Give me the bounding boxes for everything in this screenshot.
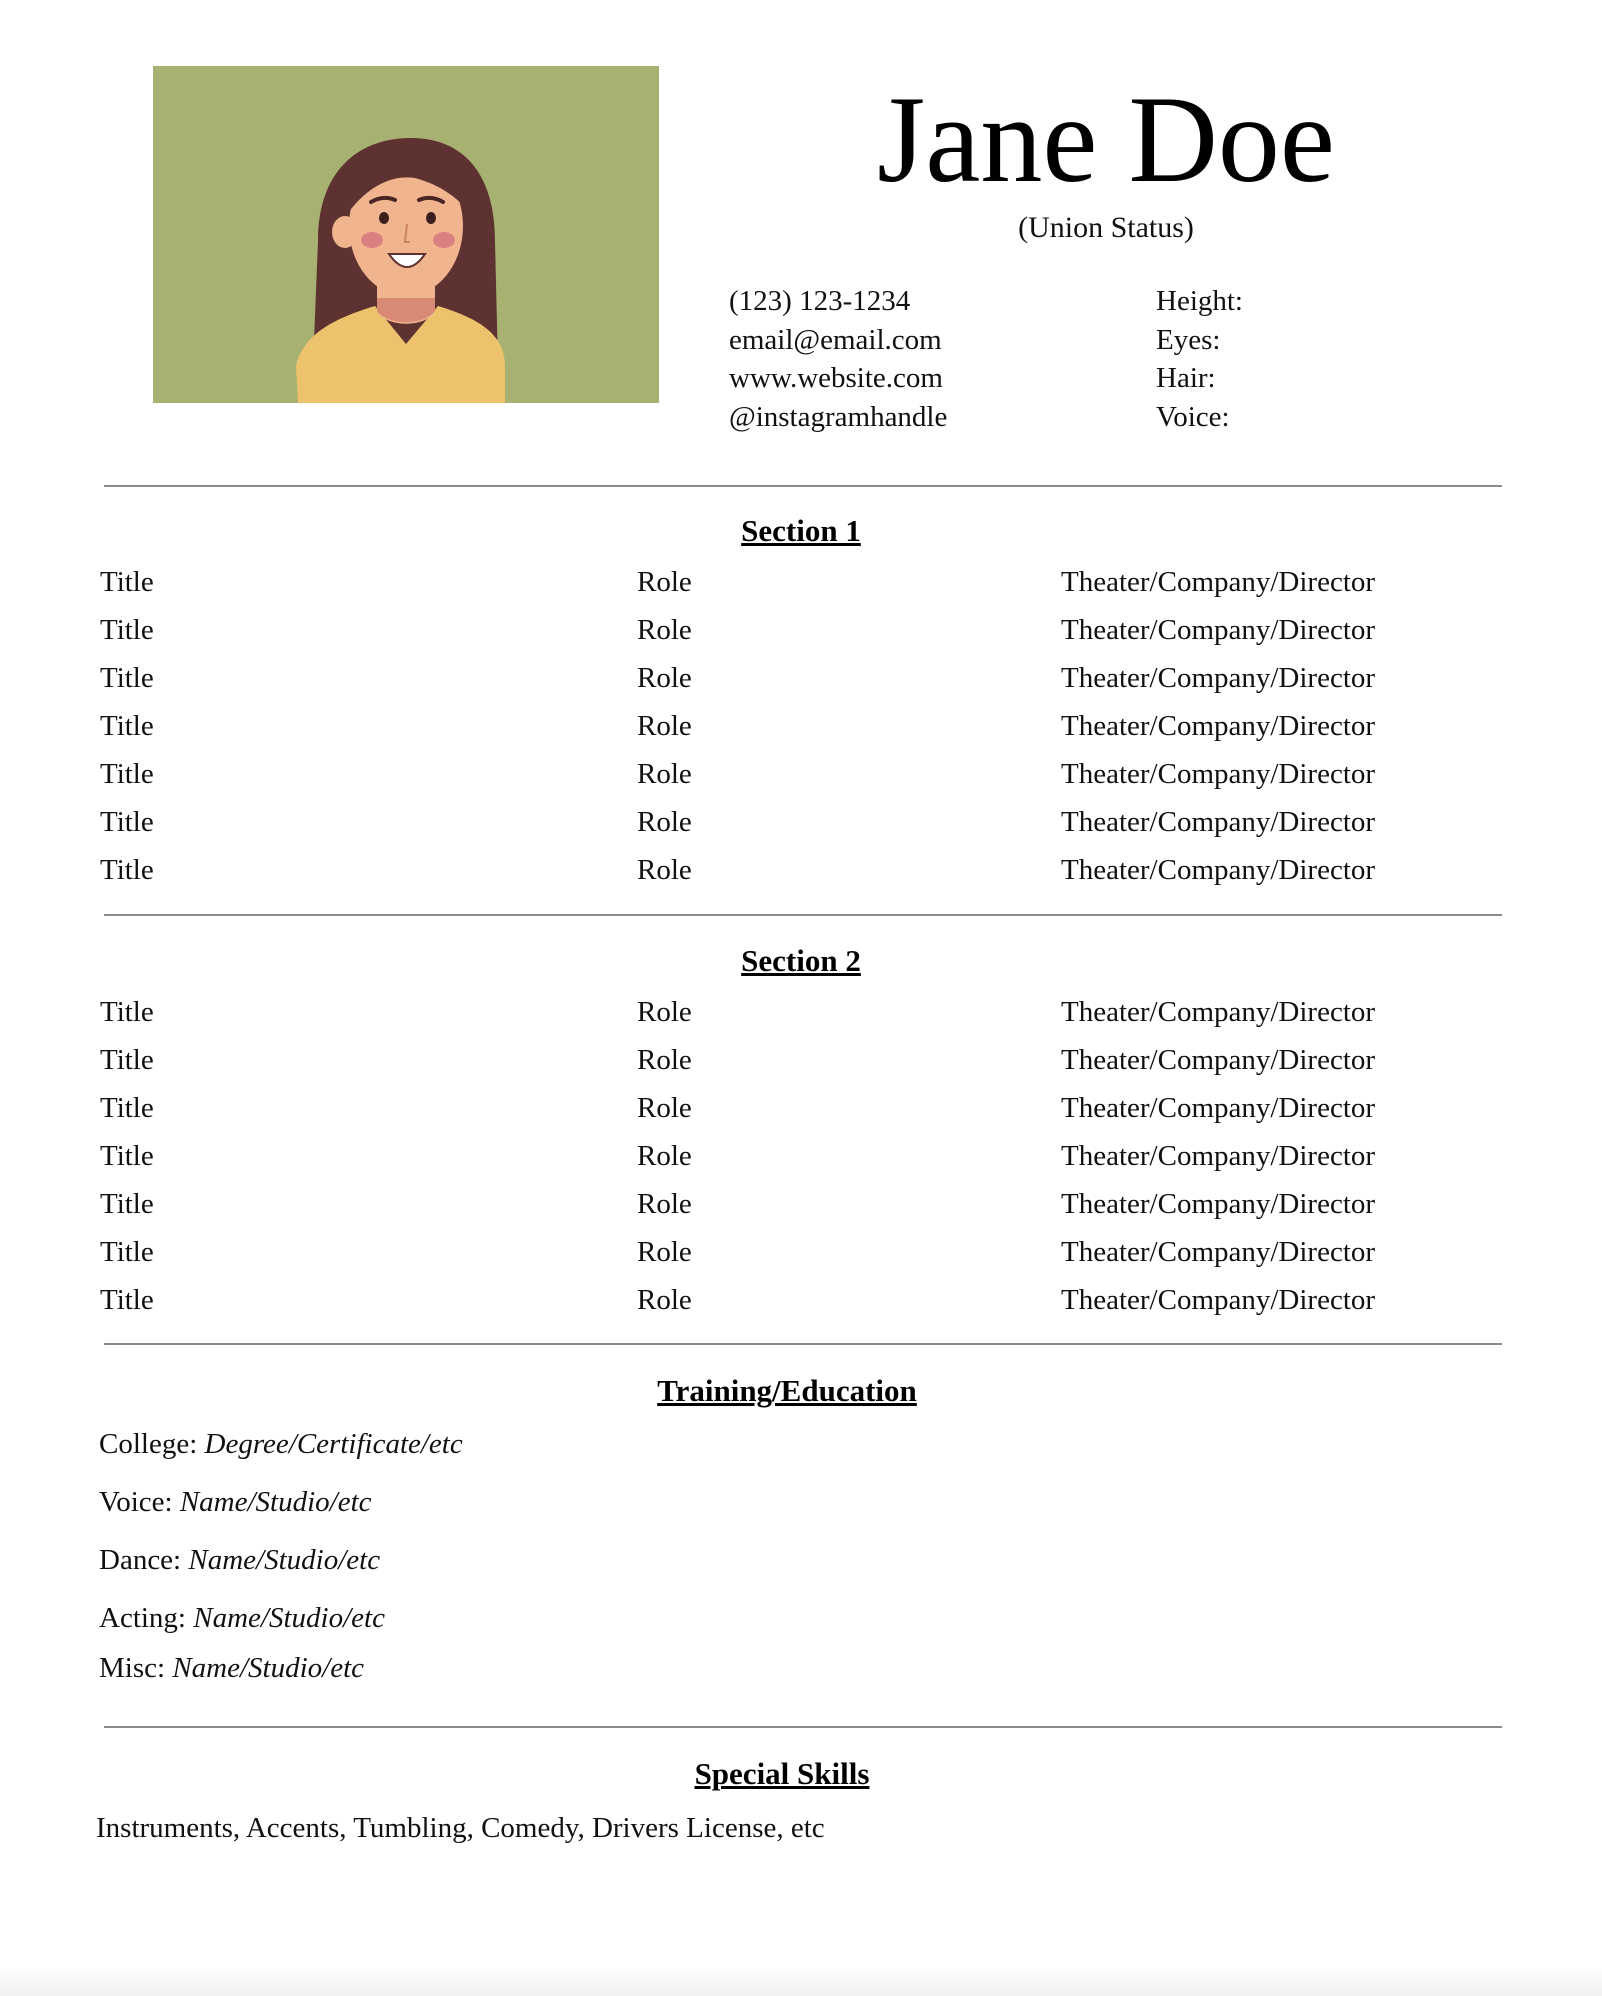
headshot-photo [153,66,659,403]
physical-stats [1156,282,1243,436]
stat-voice: Voice: [1156,400,1230,433]
website-url: www.website.com [729,362,943,394]
credit-role: Role [637,1044,692,1076]
credit-title: Title [100,1284,154,1316]
avatar-illustration [153,66,659,403]
credit-role: Role [637,806,692,838]
divider [104,485,1502,487]
stat-eyes: Eyes: [1156,323,1221,356]
credit-title: Title [100,1236,154,1268]
credit-role: Role [637,662,692,694]
credit-role: Role [637,758,692,790]
training-item [99,1484,372,1520]
training-label: Voice: [99,1486,173,1518]
email-address: email@email.com [729,323,942,356]
credit-role: Role [637,1140,692,1172]
credit-row [0,756,1602,804]
training-value: Name/Studio/etc [172,1652,364,1684]
stat-height: Height: [1156,285,1243,317]
credit-venue: Theater/Company/Director [1061,1044,1376,1076]
training-value: Name/Studio/etc [188,1544,381,1576]
credit-row [0,804,1602,852]
credit-title: Title [100,1188,154,1220]
credit-row [0,852,1602,900]
credit-role: Role [637,854,692,886]
credit-venue: Theater/Company/Director [1061,758,1376,790]
training-label: Dance: [99,1544,182,1576]
credit-venue: Theater/Company/Director [1061,1140,1376,1172]
training-value: Name/Studio/etc [179,1486,372,1518]
divider [104,1726,1502,1728]
credit-title: Title [100,1140,154,1172]
credit-title: Title [100,614,154,646]
credit-title: Title [100,996,154,1028]
credit-venue: Theater/Company/Director [1061,996,1376,1028]
credit-row [0,1090,1602,1138]
actor-name: Jane Doe [877,71,1335,208]
credit-venue: Theater/Company/Director [1061,566,1376,598]
special-skills-heading: Special Skills [694,1756,870,1791]
stat-hair: Hair: [1156,362,1216,394]
credit-title: Title [100,758,154,790]
credit-row [0,1186,1602,1234]
credit-title: Title [100,662,154,694]
instagram-handle: @instagramhandle [729,400,948,433]
credit-row [0,1282,1602,1330]
training-heading: Training/Education [657,1373,917,1408]
credit-role: Role [637,1188,692,1220]
credit-venue: Theater/Company/Director [1061,854,1376,886]
credit-role: Role [637,566,692,598]
credit-title: Title [100,806,154,838]
credit-role: Role [637,1092,692,1124]
credit-venue: Theater/Company/Director [1061,806,1376,838]
credit-venue: Theater/Company/Director [1061,614,1376,646]
credit-role: Role [637,1284,692,1316]
credit-role: Role [637,614,692,646]
section-1-heading: Section 1 [741,513,861,548]
section-1-credits [0,564,1602,900]
training-value: Degree/Certificate/etc [204,1428,463,1460]
credit-row [0,994,1602,1042]
training-label: College: [99,1428,198,1460]
contact-info [729,282,947,436]
training-value: Name/Studio/etc [193,1602,385,1634]
credit-title: Title [100,1044,154,1076]
special-skills-text: Instruments, Accents, Tumbling, Comedy, Drivers License, etc [96,1812,825,1844]
credit-venue: Theater/Company/Director [1061,1092,1376,1124]
training-item [99,1542,380,1578]
training-label: Acting: [99,1602,186,1634]
credit-venue: Theater/Company/Director [1061,710,1376,742]
credit-venue: Theater/Company/Director [1061,1188,1376,1220]
training-item [99,1426,463,1462]
training-label: Misc: [99,1652,166,1684]
credit-row [0,708,1602,756]
credit-role: Role [637,1236,692,1268]
credit-title: Title [100,1092,154,1124]
credit-venue: Theater/Company/Director [1061,662,1376,694]
section-2-heading: Section 2 [741,943,861,978]
credit-role: Role [637,710,692,742]
credit-title: Title [100,710,154,742]
credit-row [0,660,1602,708]
divider [104,914,1502,916]
union-status: (Union Status) [1018,211,1194,244]
credit-row [0,564,1602,612]
credit-row [0,1042,1602,1090]
page-edge-shadow [0,1968,1602,1996]
phone-number: (123) 123-1234 [729,285,911,317]
divider [104,1343,1502,1345]
credit-title: Title [100,566,154,598]
training-item [99,1600,385,1636]
credit-title: Title [100,854,154,886]
credit-role: Role [637,996,692,1028]
credit-venue: Theater/Company/Director [1061,1236,1376,1268]
training-item [99,1650,364,1686]
section-2-credits [0,994,1602,1330]
credit-row [0,612,1602,660]
credit-row [0,1138,1602,1186]
credit-row [0,1234,1602,1282]
credit-venue: Theater/Company/Director [1061,1284,1376,1316]
